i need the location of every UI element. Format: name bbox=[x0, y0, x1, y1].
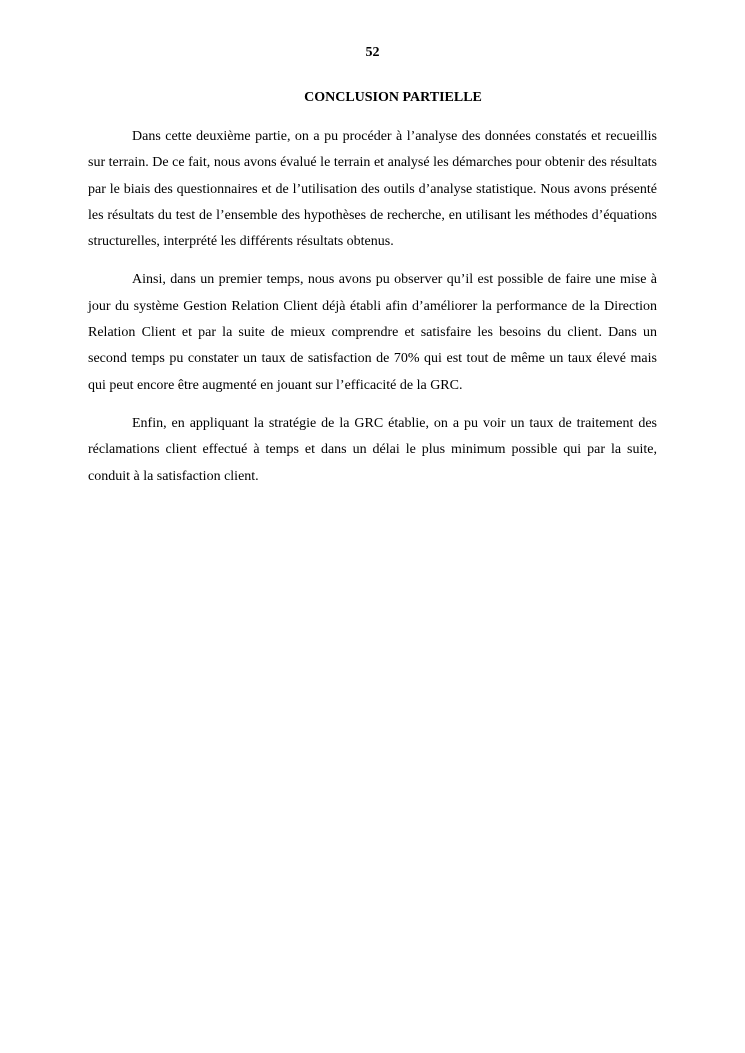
paragraph-3: Enfin, en appliquant la stratégie de la GRC établie, on a pu voir un taux de traitement des réclamations client effectué à temps et dans un délai le plus minimum possible qui par la suite, conduit à la satisfaction client. bbox=[88, 415, 657, 484]
page-number: 52 bbox=[365, 45, 380, 60]
section-title: CONCLUSION PARTIELLE bbox=[304, 90, 482, 105]
paragraph-1: Dans cette deuxième partie, on a pu procéder à l’analyse des données constatés et recueillis sur terrain. De ce fait, nous avons évalué le terrain et analysé les démarches pour obtenir des résultats par le biais des questionnaires et de l’utilisation des outils d’analyse statistique. Nous avons présenté les résultats du test de l’ensemble des hypothèses de recherche, en utilisant les méthodes d’équations structurelles, interprété les différents résultats obtenus. bbox=[88, 129, 657, 250]
body-text bbox=[88, 124, 657, 502]
paragraph-2: Ainsi, dans un premier temps, nous avons pu observer qu’il est possible de faire une mise à jour du système Gestion Relation Client déjà établi afin d’améliorer la performance de la Direction Relation Client et par la suite de mieux comprendre et satisfaire les besoins du client. Dans un second temps pu constater un taux de satisfaction de 70% qui est tout de même un taux élevé mais qui peut encore être augmenté en jouant sur l’efficacité de la GRC. bbox=[88, 272, 657, 393]
